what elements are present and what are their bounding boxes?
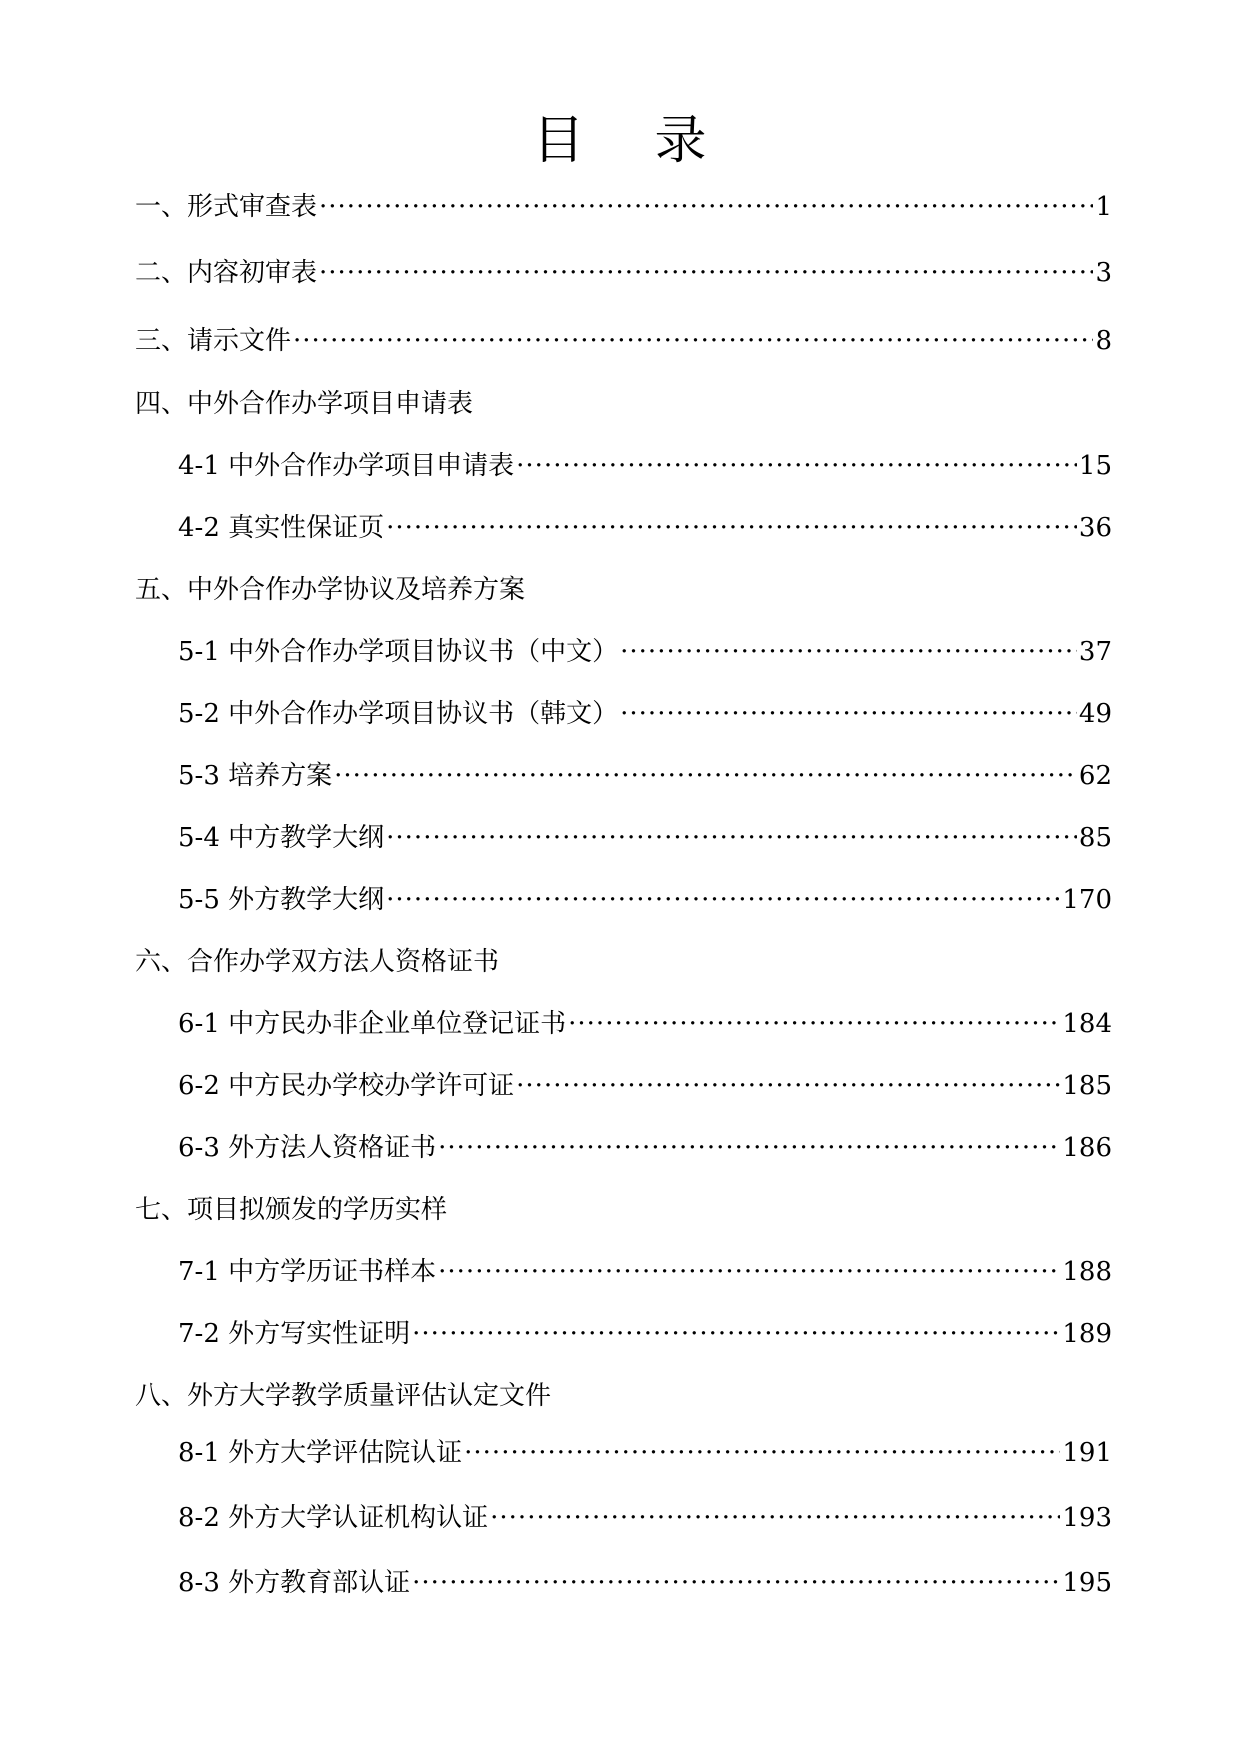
toc-entry[interactable] [178,1500,1112,1536]
toc-leader-dots [620,696,1077,732]
toc-page-number: 85 [1078,823,1112,853]
toc-entry[interactable] [178,1006,1112,1042]
toc-leader-dots [464,1435,1060,1471]
toc-entry-label: 6-1 中方民办非企业单位登记证书 [178,1009,567,1039]
toc-page-number: 3 [1095,258,1112,288]
toc-leader-dots [438,1254,1060,1290]
toc-entry[interactable] [178,448,1112,484]
toc-section-heading[interactable] [135,1192,447,1228]
toc-page-number: 188 [1062,1257,1112,1287]
toc-entry[interactable] [178,1565,1112,1601]
toc-leader-dots [412,1316,1060,1352]
toc-entry-label: 5-5 外方教学大纲 [178,885,385,915]
toc-entry[interactable] [135,189,1112,225]
toc-entry-label: 8-1 外方大学评估院认证 [178,1438,463,1468]
toc-page-number: 189 [1062,1319,1112,1349]
toc-entry-label: 一、形式审查表 [135,192,318,222]
toc-entry-label: 5-2 中外合作办学项目协议书（韩文） [178,699,619,729]
toc-leader-dots [293,323,1093,359]
toc-leader-dots [386,510,1077,546]
toc-page-number: 8 [1095,326,1112,356]
toc-page-number: 62 [1078,761,1112,791]
page-title: 目录 [532,111,777,171]
toc-entry[interactable] [178,1316,1112,1352]
toc-entry[interactable] [178,820,1112,856]
toc-entry-label: 二、内容初审表 [135,258,318,288]
toc-entry-label: 5-4 中方教学大纲 [178,823,385,853]
toc-entry-label: 八、外方大学教学质量评估认定文件 [135,1381,552,1411]
toc-entry[interactable] [178,758,1112,794]
toc-entry-label: 6-3 外方法人资格证书 [178,1133,437,1163]
toc-leader-dots [319,189,1093,225]
toc-leader-dots [334,758,1077,794]
toc-page-number: 191 [1062,1438,1112,1468]
toc-leader-dots [568,1006,1060,1042]
toc-leader-dots [412,1565,1060,1601]
toc-entry-label: 五、中外合作办学协议及培养方案 [135,575,526,605]
toc-entry-label: 六、合作办学双方法人资格证书 [135,947,500,977]
toc-section-heading[interactable] [135,1378,551,1414]
toc-entry[interactable] [178,1068,1112,1104]
toc-page-number: 49 [1078,699,1112,729]
toc-leader-dots [516,1068,1060,1104]
toc-page-number: 186 [1062,1133,1112,1163]
toc-page-number: 15 [1078,451,1112,481]
toc-entry-label: 8-2 外方大学认证机构认证 [178,1503,489,1533]
toc-leader-dots [386,820,1077,856]
toc-entry[interactable] [178,1435,1112,1471]
toc-entry[interactable] [178,1254,1112,1290]
toc-entry-label: 三、请示文件 [135,326,292,356]
toc-entry-label: 5-1 中外合作办学项目协议书（中文） [178,637,619,667]
toc-page-number: 170 [1062,885,1112,915]
toc-entry-label: 8-3 外方教育部认证 [178,1568,411,1598]
toc-entry-label: 4-2 真实性保证页 [178,513,385,543]
toc-page-number: 195 [1062,1568,1112,1598]
toc-section-heading[interactable] [135,572,525,608]
toc-page-number: 1 [1095,192,1112,222]
toc-entry[interactable] [178,634,1112,670]
toc-entry[interactable] [135,323,1112,359]
toc-leader-dots [490,1500,1060,1536]
toc-leader-dots [438,1130,1060,1166]
toc-entry-label: 4-1 中外合作办学项目申请表 [178,451,515,481]
toc-entry[interactable] [178,510,1112,546]
toc-leader-dots [620,634,1077,670]
toc-entry-label: 七、项目拟颁发的学历实样 [135,1195,448,1225]
toc-leader-dots [516,448,1077,484]
toc-entry-label: 四、中外合作办学项目申请表 [135,389,474,419]
toc-page-number: 37 [1078,637,1112,667]
toc-section-heading[interactable] [135,386,473,422]
toc-leader-dots [319,255,1093,291]
toc-entry-label: 6-2 中方民办学校办学许可证 [178,1071,515,1101]
toc-entry-label: 7-2 外方写实性证明 [178,1319,411,1349]
toc-entry[interactable] [178,882,1112,918]
toc-page-number: 193 [1062,1503,1112,1533]
toc-entry[interactable] [178,696,1112,732]
toc-entry-label: 7-1 中方学历证书样本 [178,1257,437,1287]
toc-entry-label: 5-3 培养方案 [178,761,333,791]
toc-entry[interactable] [178,1130,1112,1166]
toc-section-heading[interactable] [135,944,499,980]
toc-leader-dots [386,882,1060,918]
toc-page-number: 184 [1062,1009,1112,1039]
toc-entry[interactable] [135,255,1112,291]
toc-page-number: 36 [1078,513,1112,543]
toc-page-number: 185 [1062,1071,1112,1101]
